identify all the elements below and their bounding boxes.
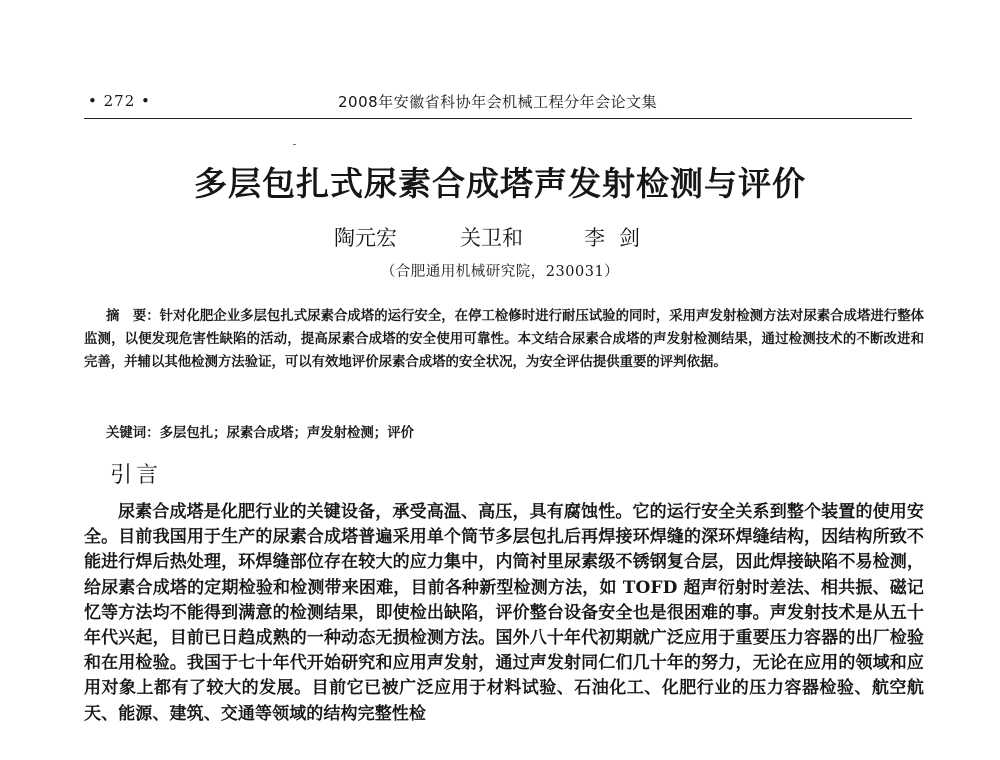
section-heading: 引言: [110, 463, 163, 488]
abstract-label: 摘 要：: [106, 308, 160, 324]
abstract: [84, 305, 924, 374]
page-number: • 272 •: [88, 92, 151, 110]
keywords: [106, 422, 906, 441]
header-rule: [84, 118, 912, 119]
keywords-text: 多层包扎；尿素合成塔；声发射检测；评价: [159, 425, 414, 441]
body-paragraph: 尿素合成塔是化肥行业的关键设备，承受高温、高压，具有腐蚀性。它的运行安全关系到整个装置的使用安全。目前我国用于生产的尿素合成塔普遍采用单个筒节多层包扎后再焊接环焊缝的深环焊缝结构，因结构所致不能进行焊后热处理，环焊缝部位存在较大的应力集中，内筒衬里尿素级不锈钢复合层，因此焊接缺陷不易检测，给尿素合成塔的定期检验和检测带来困难，目前各种新型检测方法，如 TOFD 超声衍射时差法、相共振、磁记忆等方法均不能得到满意的检测结果，即使检出缺陷，评价整台设备安全也是很困难的事。声发射技术是从五十年代兴起，目前已日趋成熟的一种动态无损检测方法。国外八十年代初期就广泛应用于重要压力容器的出厂检验和在用检验。我国于七十年代开始研究和应用声发射，通过声发射同仁们几十年的努力，无论在应用的领域和应用对象上都有了较大的发展。目前它已被广泛应用于材料试验、石油化工、化肥行业的压力容器检验、航空航天、能源、建筑、交通等领域的结构完整性检: [84, 502, 924, 724]
author-name: 李剑: [584, 226, 654, 250]
author-list: [334, 222, 674, 250]
scan-speck: [293, 144, 296, 145]
keywords-label: 关键词：: [106, 425, 160, 441]
author-name: 陶元宏: [334, 226, 397, 250]
affiliation: （合肥通用机械研究院，230031）: [380, 264, 620, 280]
running-header-title: 2008年安徽省科协年会机械工程分年会论文集: [338, 93, 658, 111]
abstract-text: 针对化肥企业多层包扎式尿素合成塔的运行安全，在停工检修时进行耐压试验的同时，采用声发射检测方法对尿素合成塔进行整体监测，以便发现危害性缺陷的活动，提高尿素合成塔的安全使用可靠性。本文结合尿素合成塔的声发射检测结果，通过检测技术的不断改进和完善，并辅以其他检测方法验证，可以有效地评价尿素合成塔的安全状况，为安全评估提供重要的评判依据。: [84, 308, 924, 370]
author-name: 关卫和: [460, 226, 523, 250]
paper-title: 多层包扎式尿素合成塔声发射检测与评价: [194, 164, 806, 203]
